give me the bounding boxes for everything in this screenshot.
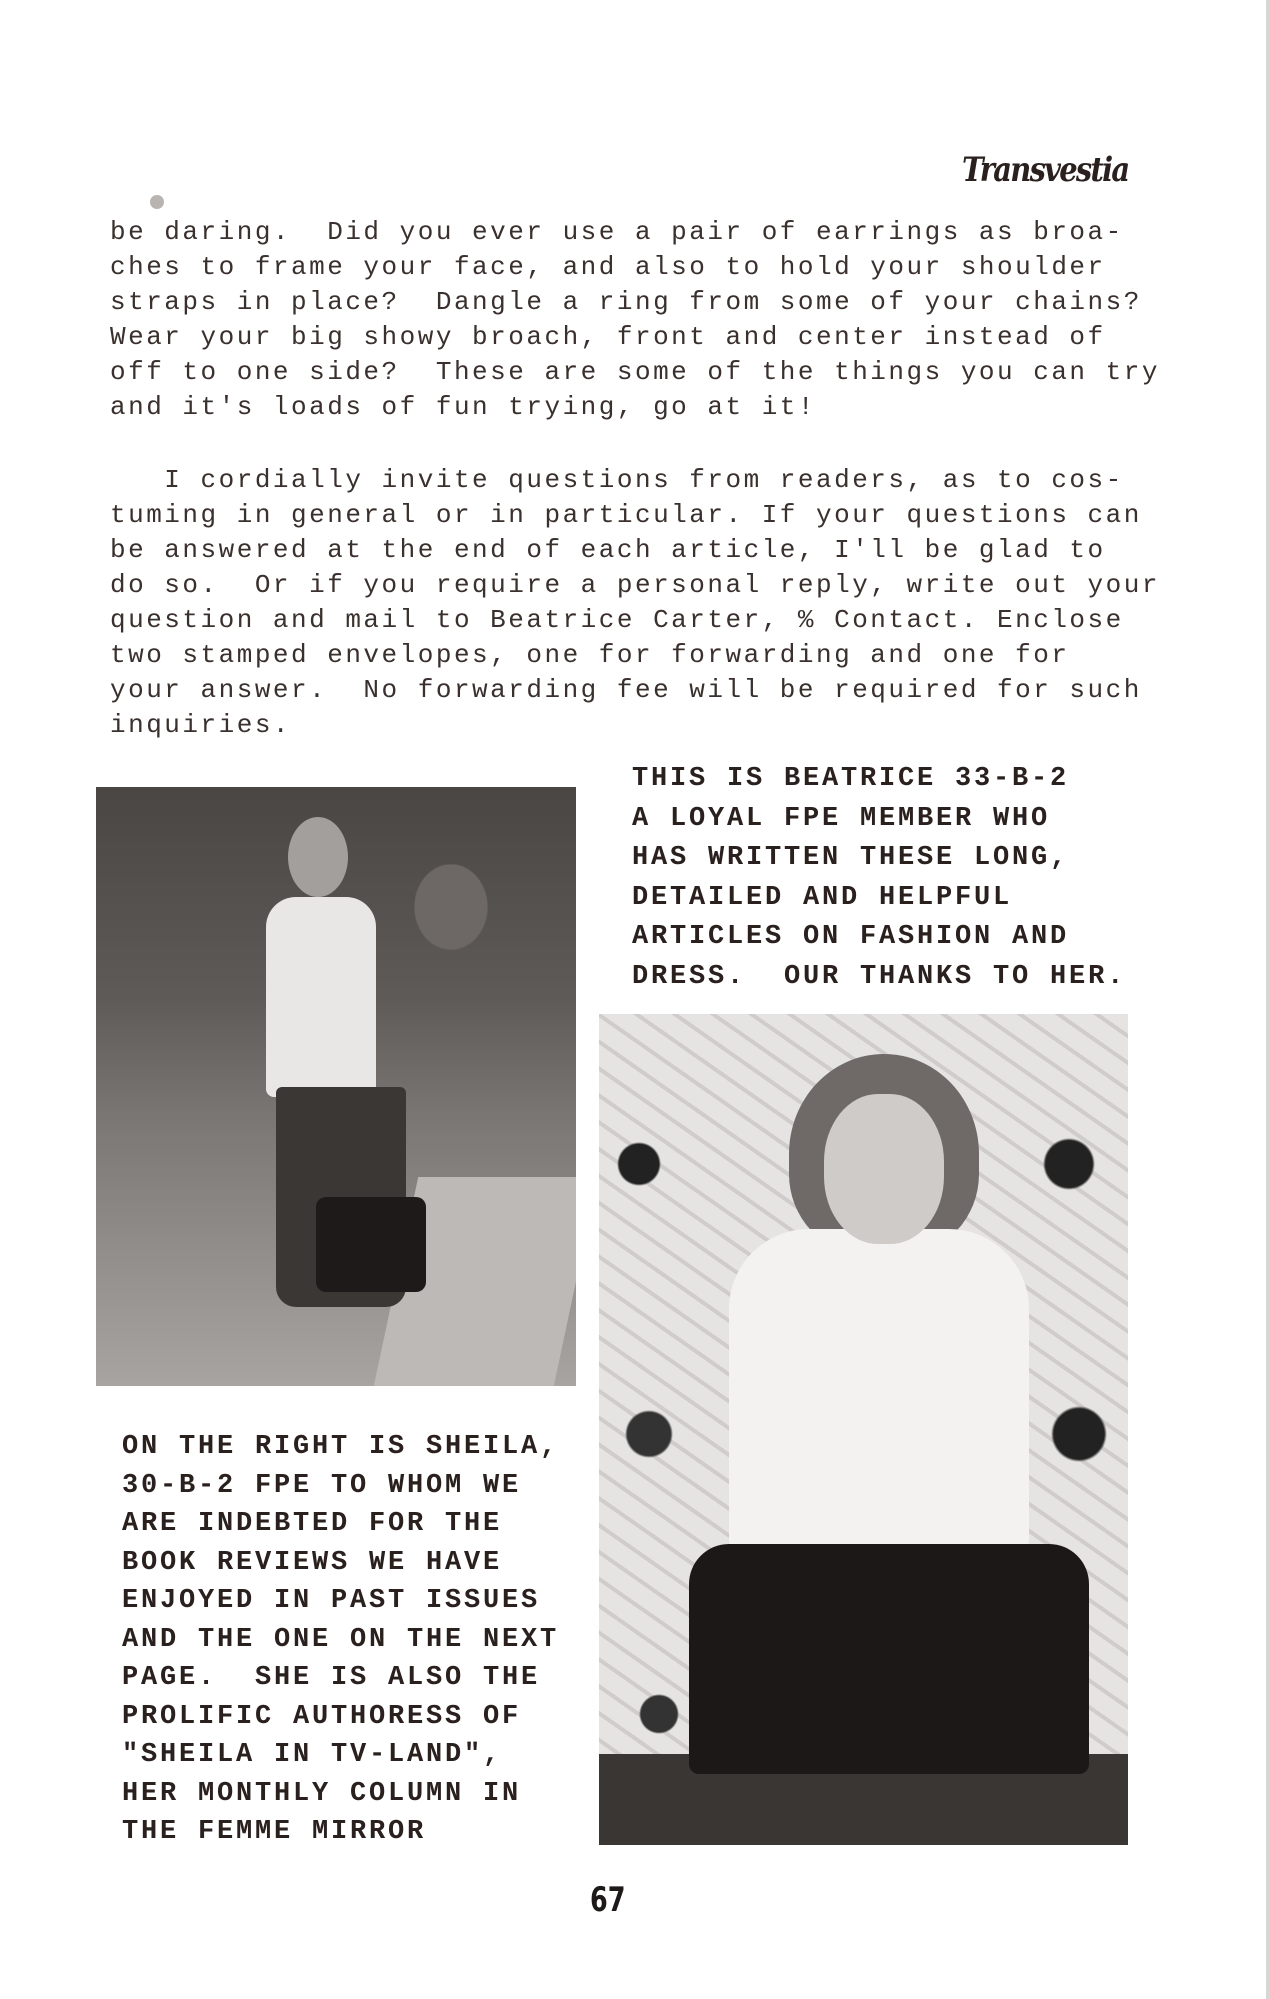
photo-figure-blouse bbox=[729, 1229, 1029, 1559]
caption-line: ENJOYED IN PAST ISSUES bbox=[122, 1586, 541, 1616]
caption-line: PAGE. SHE IS ALSO THE bbox=[122, 1663, 541, 1693]
caption-line: A LOYAL FPE MEMBER WHO bbox=[632, 803, 1051, 834]
caption-line: DRESS. OUR THANKS TO HER. bbox=[632, 961, 1127, 992]
caption-line: BOOK REVIEWS WE HAVE bbox=[122, 1547, 503, 1578]
photo-woman-seated bbox=[599, 1014, 1128, 1845]
photo-figure-face bbox=[824, 1094, 944, 1244]
photo-handbag bbox=[316, 1197, 426, 1292]
text-line: straps in place? Dangle a ring from some of your chains? bbox=[110, 287, 1142, 317]
text-line: two stamped envelopes, one for forwarding and one for bbox=[110, 640, 1070, 670]
text-line: do so. Or if you require a personal reply, write out your bbox=[110, 570, 1160, 600]
caption-line: THIS IS BEATRICE 33-B-2 bbox=[632, 764, 1070, 794]
caption-line: ARE INDEBTED FOR THE bbox=[122, 1509, 503, 1539]
text-line: I cordially invite questions from readers, as to cos- bbox=[110, 465, 1124, 495]
text-line: ches to frame your face, and also to hold your shoulder bbox=[110, 252, 1106, 282]
caption-line: HAS WRITTEN THESE LONG, bbox=[632, 843, 1070, 873]
caption-line: PROLIFIC AUTHORESS OF bbox=[122, 1701, 522, 1732]
text-line: and it's loads of fun trying, go at it! bbox=[110, 392, 816, 422]
caption-line: HER MONTHLY COLUMN IN bbox=[122, 1778, 522, 1809]
page-edge bbox=[1266, 0, 1270, 1999]
photo-woman-in-park bbox=[96, 787, 576, 1386]
text-line: your answer. No forwarding fee will be required for such bbox=[110, 675, 1142, 705]
text-line: tuming in general or in particular. If your questions can bbox=[110, 500, 1142, 530]
text-line: off to one side? These are some of the things you can try bbox=[110, 357, 1160, 387]
text-line: be answered at the end of each article, I'll be glad to bbox=[110, 535, 1106, 565]
text-line: be daring. Did you ever use a pair of earrings as broa- bbox=[110, 217, 1124, 247]
photo-figure-skirt bbox=[689, 1544, 1089, 1774]
photo-figure-head bbox=[288, 817, 348, 897]
page-number: 67 bbox=[590, 1880, 626, 1920]
caption-line: 30-B-2 FPE TO WHOM WE bbox=[122, 1470, 522, 1501]
caption-line: ARTICLES ON FASHION AND bbox=[632, 922, 1070, 952]
paragraph-earrings bbox=[110, 215, 1160, 425]
caption-line: THE FEMME MIRROR bbox=[122, 1817, 427, 1847]
caption-line: ON THE RIGHT IS SHEILA, bbox=[122, 1432, 560, 1462]
caption-beatrice bbox=[632, 760, 1126, 997]
ink-spot bbox=[150, 195, 164, 209]
text-line: Wear your big showy broach, front and center instead of bbox=[110, 322, 1106, 352]
caption-line: "SHEILA IN TV-LAND", bbox=[122, 1740, 503, 1770]
text-line: question and mail to Beatrice Carter, % Contact. Enclose bbox=[110, 605, 1124, 635]
magazine-masthead: Transvestia bbox=[962, 150, 1129, 190]
caption-line: AND THE ONE ON THE NEXT bbox=[122, 1624, 560, 1655]
caption-sheila bbox=[122, 1428, 559, 1852]
text-line: inquiries. bbox=[110, 710, 292, 740]
photo-figure-jacket bbox=[266, 897, 376, 1097]
paragraph-invitation bbox=[110, 463, 1160, 743]
caption-line: DETAILED AND HELPFUL bbox=[632, 882, 1013, 913]
